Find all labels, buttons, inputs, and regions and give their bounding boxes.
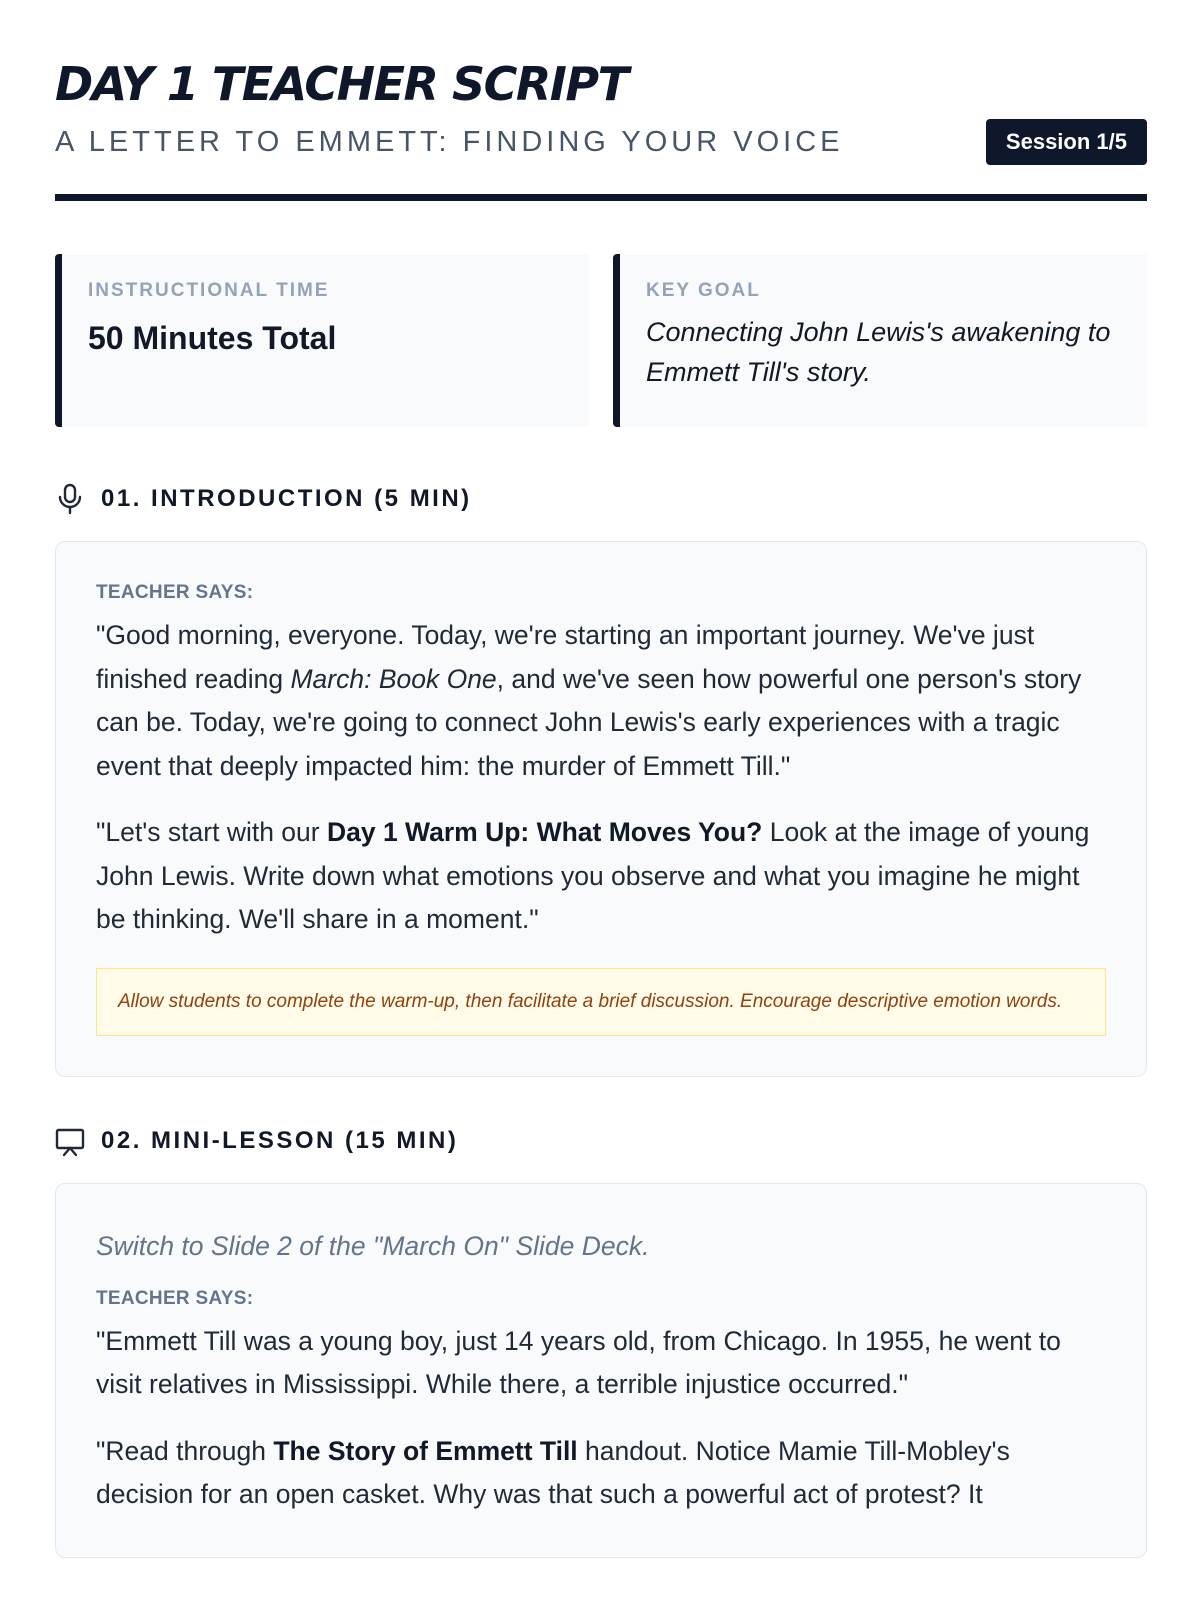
page-subtitle: A LETTER TO EMMETT: FINDING YOUR VOICE — [55, 125, 844, 158]
warm-up-title: Day 1 Warm Up: What Moves You? — [326, 817, 763, 847]
instructional-time-value: 50 Minutes Total — [88, 320, 337, 356]
section-mini-lesson-title: 02. MINI-LESSON (15 MIN) — [101, 1126, 459, 1154]
presentation-icon — [55, 1124, 85, 1158]
teacher-says-label: TEACHER SAYS: — [96, 582, 254, 603]
teacher-says-label: TEACHER SAYS: — [96, 1287, 254, 1309]
section-mini-lesson-header — [55, 1121, 1147, 1161]
section-introduction-box — [55, 541, 1147, 1077]
teacher-note: Allow students to complete the warm-up, then facilitate a brief discussion. Encourage descriptive emotion words. — [96, 968, 1106, 1036]
info-cards — [55, 254, 1147, 427]
teacher-script-page — [55, 56, 1147, 1558]
mini-lesson-paragraph-2: "Read through The Story of Emmett Till handout. Notice Mamie Till-Mobley's decision for an open casket. Why was that such a powerful act of protest? It — [96, 1435, 1010, 1509]
book-title: March: Book One — [290, 663, 497, 694]
mini-lesson-paragraph-1: "Emmett Till was a young boy, just 14 years old, from Chicago. In 1955, he went to visit relatives in Mississippi. While there, a terrible injustice occurred." — [96, 1325, 1061, 1399]
microphone-icon — [55, 482, 85, 516]
introduction-paragraph-1: "Good morning, everyone. Today, we're starting an important journey. We've just finished reading March: Book One, and we've seen how powerful one person's story can be. Today, we're going to connect John Lewis's early experiences with a tragic event that deeply impacted him: the murder of Emmett Till." — [96, 620, 1082, 781]
section-mini-lesson-box — [55, 1183, 1147, 1558]
slide-direction: Switch to Slide 2 of the "March On" Slide Deck. — [96, 1230, 650, 1261]
header-divider — [55, 194, 1147, 201]
page-title: DAY 1 TEACHER SCRIPT — [55, 57, 628, 111]
key-goal-label: KEY GOAL — [646, 280, 761, 301]
subtitle-row — [55, 118, 1147, 166]
introduction-paragraph-2: "Let's start with our Day 1 Warm Up: What Moves You? Look at the image of young John Lewis. Write down what emotions you observe and what you imagine he might be thinking. We'll share in a moment." — [96, 817, 1090, 934]
section-introduction-header — [55, 479, 1147, 519]
key-goal-card — [613, 254, 1147, 427]
instructional-time-label: INSTRUCTIONAL TIME — [88, 280, 330, 301]
instructional-time-card — [55, 254, 589, 427]
handout-title: The Story of Emmett Till — [273, 1435, 578, 1466]
section-introduction-title: 01. INTRODUCTION (5 MIN) — [101, 485, 472, 512]
key-goal-value: Connecting John Lewis's awakening to Emmett Till's story. — [646, 317, 1111, 387]
session-badge: Session 1/5 — [986, 119, 1147, 165]
